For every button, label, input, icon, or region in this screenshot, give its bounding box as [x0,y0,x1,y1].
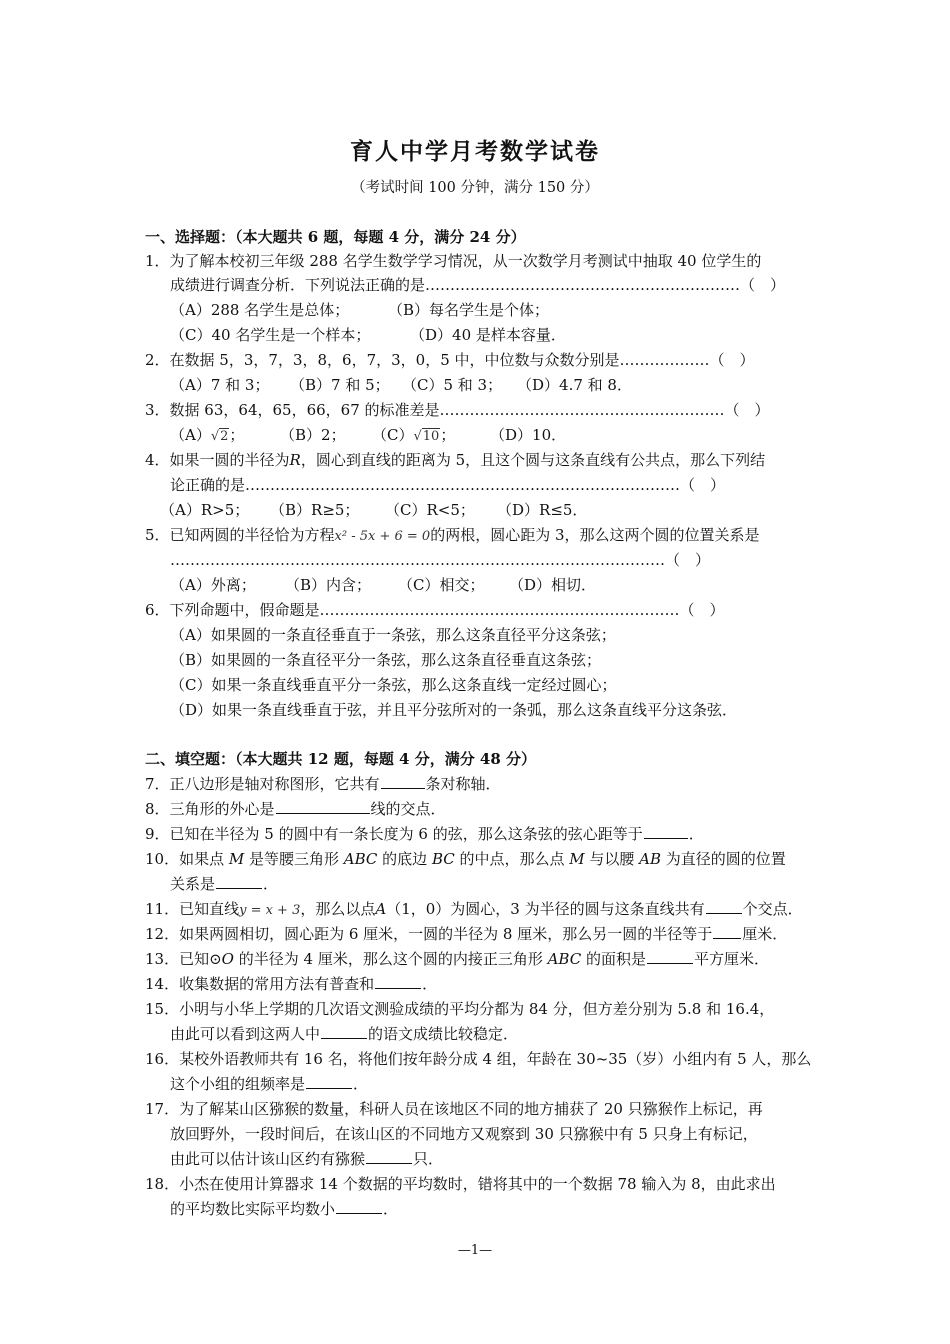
answer-blank[interactable] [375,973,421,989]
sqrt-10-formula: √10 [413,429,440,444]
question-5-text-a: 5．已知两圆的半径恰为方程 [145,526,335,544]
question-16-text-b: ． [353,1075,369,1093]
question-17-line-3 [170,1148,443,1170]
question-10-text-c: 的底边 [377,850,432,868]
question-10-var-ab: AB [639,850,662,868]
question-2-line-1: 2．在数据 5，3，7，3，8，6，7，3，0，5 中，中位数与众数分别是………………（ ） [145,351,755,369]
answer-blank[interactable] [306,1073,352,1089]
question-3-option-b: （B）2； [280,426,346,444]
question-1-option-b: （B）每名学生是个体； [388,301,550,319]
question-6-option-a: （A）如果圆的一条直径垂直于一条弦，那么这条直径平分这条弦； [170,626,616,644]
question-15-line-1: 15．小明与小华上学期的几次语文测验成绩的平均分都为 84 分，但方差分别为 5.8 和 16.4， [145,1000,775,1018]
question-1-option-a: （A）288 名学生是总体； [170,301,350,319]
question-4-text-a: 4．如果一圆的半径为 [145,451,290,469]
question-4-var-r: R [289,451,301,469]
question-11-text-d: 个交点． [742,900,803,918]
question-3-option-a-label: （A） [170,426,211,444]
question-5-option-a: （A）外离； [170,576,256,594]
question-6-line-1: 6．下列命题中，假命题是………………………………………………………………（ ） [145,601,725,619]
page-number: —1— [457,1243,493,1258]
section-heading-fill-in: 二、填空题：（本大题共 12 题，每题 4 分，满分 48 分） [145,750,537,768]
question-3-option-a-punct: ； [229,426,245,444]
question-13 [145,948,769,970]
question-1-option-d: （D）40 是样本容量． [410,326,566,344]
question-2-option-d: （D）4.7 和 8． [517,376,632,394]
question-14-text-a: 14．收集数据的常用方法有普查和 [145,975,375,993]
question-1-line-1: 1．为了解本校初三年级 288 名学生数学学习情况，从一次数学月考测试中抽取 40 位学生的 [145,252,762,270]
question-7-text-a: 7．正八边形是轴对称图形，它共有 [145,775,380,793]
question-17-line-1: 17．为了解某山区猕猴的数量，科研人员在该地区不同的地方捕获了 20 只猕猴作上标记，再 [145,1100,763,1118]
question-13-text-c: 的面积是 [581,950,646,968]
question-13-text-b: 的半径为 4 厘米，那么这个圆的内接正三角形 [233,950,548,968]
question-13-var-o: O [221,950,234,968]
question-5-option-b: （B）内含； [285,576,372,594]
question-5-option-d: （D）相切． [509,576,597,594]
question-11-text-a: 11．已知直线 [145,900,240,918]
question-2-option-a: （A）7 和 3； [170,376,270,394]
question-3-option-c-label: （C） [372,426,414,444]
answer-blank[interactable] [706,898,742,914]
question-3-option-d: （D）10． [490,426,567,444]
question-9-text-b: ． [688,825,704,843]
question-13-text-d: 平方厘米． [694,950,770,968]
answer-blank[interactable] [713,923,741,939]
question-4-option-c: （C）R<5； [385,501,475,519]
question-11-text-b: ，那么以点 [300,900,376,918]
question-14 [145,973,437,995]
question-18-line-2 [170,1198,398,1220]
answer-blank[interactable] [336,1198,382,1214]
question-8-text-b: 线的交点． [370,800,446,818]
question-10-line-1 [145,848,786,870]
question-12 [145,923,787,945]
question-15-text-b: 的语文成绩比较稳定． [368,1025,519,1043]
sqrt-2-radicand: 2 [220,429,229,444]
question-1-option-c: （C）40 名学生是一个样本； [170,326,371,344]
answer-blank[interactable] [647,948,693,964]
question-3-option-c [372,424,455,448]
answer-blank[interactable] [276,798,370,814]
question-3-option-c-punct: ； [440,426,456,444]
question-9 [145,823,704,845]
question-10-var-bc: BC [431,850,455,868]
question-10-var-m: M [228,850,245,868]
question-10-text-g: 关系是 [170,875,216,893]
page-subtitle: （考试时间 100 分钟，满分 150 分） [351,180,599,196]
question-5-option-c: （C）相交； [398,576,485,594]
question-6-option-d: （D）如果一条直线垂直于弦，并且平分弦所对的一条弧，那么这条直线平分这条弦． [170,701,738,719]
question-8 [145,798,446,820]
question-10-text-h: ． [263,875,279,893]
question-2-option-b: （B）7 和 5； [290,376,390,394]
question-6-option-b: （B）如果圆的一条直径平分一条弦，那么这条直径垂直这条弦； [170,651,602,669]
question-8-text-a: 8．三角形的外心是 [145,800,275,818]
sqrt-10-radicand: 10 [422,429,440,444]
question-4-option-d: （D）R≤5． [497,501,588,519]
question-10-text-d: 的中点，那么点 [454,850,570,868]
quadratic-equation-formula: x² - 5x + 6 = 0 [334,529,431,544]
question-5-line-1 [145,524,760,548]
question-16-text-a: 这个小组的组频率是 [170,1075,306,1093]
answer-blank[interactable] [644,823,688,839]
question-10-line-2 [170,873,278,895]
question-16-line-1: 16．某校外语教师共有 16 名，将他们按年龄分成 4 组，年龄在 30~35（岁）小组内有 5 人，那么 [145,1050,812,1068]
question-11-text-c: （1，0）为圆心，3 为半径的圆与这条直线共有 [386,900,705,918]
question-11-var-a: A [375,900,387,918]
question-10-text-f: 为直径的圆的位置 [661,850,786,868]
question-17-line-2: 放回野外，一段时间后，在该山区的不同地方又观察到 30 只猕猴中有 5 只身上有标记， [170,1125,758,1143]
question-10-text-a: 10．如果点 [145,850,229,868]
answer-blank[interactable] [381,773,425,789]
line-equation-formula: y = x + 3 [239,903,301,918]
question-4-line-1 [145,449,765,471]
question-15-line-2 [170,1023,518,1045]
question-4-option-a: （A）R>5； [160,501,250,519]
question-3-option-a [170,424,244,448]
question-10-var-m2: M [569,850,585,868]
sqrt-2-formula: √2 [210,429,229,444]
question-18-text-a: 的平均数比实际平均数小 [170,1200,336,1218]
question-5-line-2: ………………………………………………………………………………………（ ） [170,551,711,569]
question-13-text-a: 13．已知⊙ [145,950,222,968]
question-9-text-a: 9．已知在半径为 5 的圆中有一条长度为 6 的弦，那么这条弦的弦心距等于 [145,825,643,843]
question-10-var-abc: ABC [343,850,378,868]
question-10-text-e: 与以腰 [584,850,640,868]
question-15-text-a: 由此可以看到这两人中 [170,1025,321,1043]
page-title: 育人中学月考数学试卷 [350,138,600,165]
question-7-text-b: 条对称轴． [425,775,501,793]
question-7 [145,773,501,795]
section-heading-choice: 一、选择题：（本大题共 6 题，每题 4 分，满分 24 分） [145,228,526,246]
question-18-line-1: 18．小杰在使用计算器求 14 个数据的平均数时，错将其中的一个数据 78 输入为 8，由此求出 [145,1175,776,1193]
question-13-var-abc: ABC [547,950,582,968]
question-5-text-b: 的两根，圆心距为 3，那么这两个圆的位置关系是 [430,526,760,544]
question-2-option-c: （C）5 和 3； [402,376,503,394]
answer-blank[interactable] [321,1023,367,1039]
question-1-line-2: 成绩进行调查分析．下列说法正确的是………………………………………………………（ ） [170,276,786,294]
question-16-line-2 [170,1073,368,1095]
answer-blank[interactable] [366,1148,412,1164]
question-4-line-2: 论正确的是……………………………………………………………………………（ ） [170,476,726,494]
question-4-text-b: ，圆心到直线的距离为 5，且这个圆与这条直线有公共点，那么下列结 [300,451,766,469]
question-17-text-a: 由此可以估计该山区约有猕猴 [170,1150,366,1168]
question-11 [145,898,803,922]
question-6-option-c: （C）如果一条直线垂直平分一条弦，那么这条直线一定经过圆心； [170,676,617,694]
question-10-text-b: 是等腰三角形 [244,850,344,868]
question-14-text-b: ． [422,975,438,993]
question-18-text-b: ． [383,1200,399,1218]
question-17-text-b: 只． [413,1150,444,1168]
question-12-text-a: 12．如果两圆相切，圆心距为 6 厘米，一圆的半径为 8 厘米，那么另一圆的半径等于 [145,925,713,943]
question-3-line-1: 3．数据 63，64，65，66，67 的标准差是…………………………………………………（ ） [145,401,770,419]
question-4-option-b: （B）R≥5； [270,501,360,519]
answer-blank[interactable] [216,873,262,889]
question-12-text-b: 厘米． [742,925,788,943]
